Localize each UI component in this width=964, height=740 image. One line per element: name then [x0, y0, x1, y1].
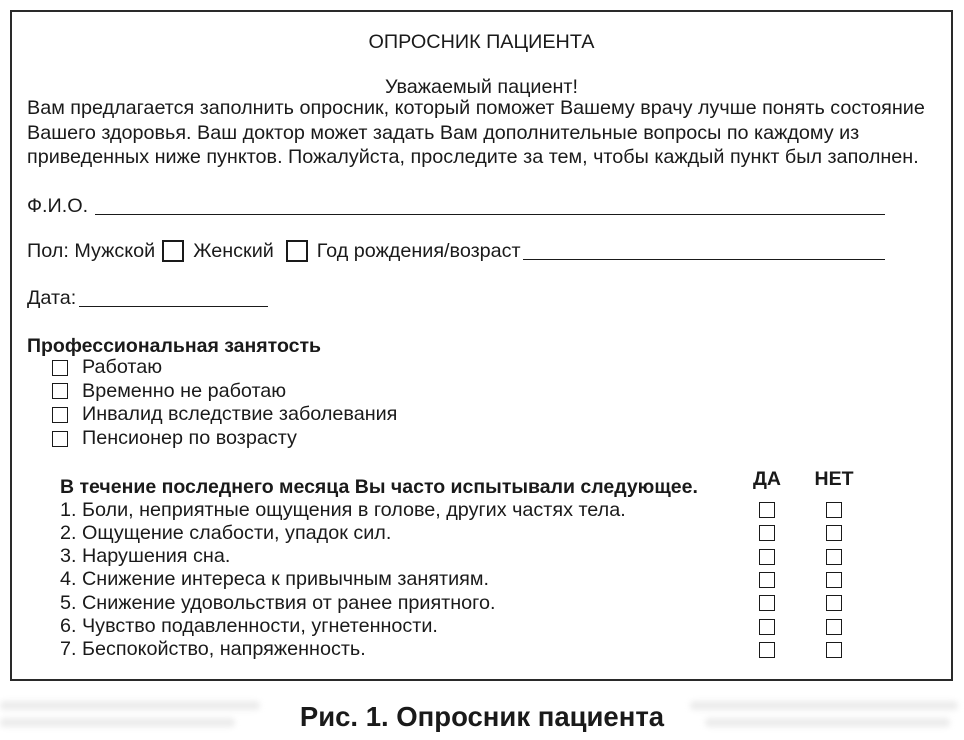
- occupation-heading: Профессиональная занятость: [27, 335, 322, 357]
- symptom-text: 3. Нарушения сна.: [60, 545, 231, 568]
- occupation-option: [52, 403, 397, 427]
- symptom-yes-checkbox[interactable]: [759, 549, 775, 565]
- occupation-option-label: Работаю: [82, 356, 163, 378]
- symptom-row: [60, 568, 842, 591]
- birth-year-age-input[interactable]: [523, 259, 885, 260]
- symptoms-list: [60, 499, 842, 662]
- yes-column-header: ДА: [753, 468, 781, 490]
- intro-line: Вашего здоровья. Ваш доктор может задать Вам дополнительные вопросы по каждому из: [27, 121, 860, 144]
- symptom-no-checkbox[interactable]: [826, 549, 842, 565]
- occupation-checkbox-working[interactable]: [52, 360, 68, 376]
- symptom-text: 6. Чувство подавленности, угнетенности.: [60, 614, 438, 637]
- symptom-no-checkbox[interactable]: [826, 525, 842, 541]
- symptom-text: 5. Снижение удовольствия от ранее приятного.: [60, 591, 496, 614]
- faded-bleed-right: [705, 718, 950, 727]
- sex-female-checkbox[interactable]: [286, 240, 308, 262]
- occupation-option-label: Инвалид вследствие заболевания: [82, 403, 398, 426]
- occupation-option-label: Пенсионер по возрасту: [82, 426, 297, 449]
- name-label: Ф.И.О.: [27, 195, 89, 217]
- date-field-row: [27, 286, 268, 311]
- occupation-checkbox-retired[interactable]: [52, 431, 68, 447]
- intro-paragraph: [27, 96, 925, 170]
- occupation-checkbox-disabled[interactable]: [52, 407, 68, 423]
- sex-male-checkbox[interactable]: [162, 240, 184, 262]
- symptom-yes-checkbox[interactable]: [759, 525, 775, 541]
- faded-bleed-left: [0, 701, 260, 710]
- symptom-no-checkbox[interactable]: [826, 502, 842, 518]
- name-input[interactable]: [95, 214, 885, 215]
- intro-line: Вам предлагается заполнить опросник, который поможет Вашему врачу лучше понять состояние: [27, 97, 925, 119]
- symptom-no-checkbox[interactable]: [826, 642, 842, 658]
- symptom-yes-checkbox[interactable]: [759, 642, 775, 658]
- symptom-text: 7. Беспокойство, напряженность.: [60, 638, 366, 661]
- sex-option-male-label: Мужской: [74, 240, 156, 262]
- occupation-checkbox-temporarily-unemployed[interactable]: [52, 383, 68, 399]
- symptom-row: [60, 545, 842, 568]
- no-column-header: НЕТ: [814, 468, 854, 490]
- symptom-yes-checkbox[interactable]: [759, 619, 775, 635]
- symptoms-heading: В течение последнего месяца Вы часто испытывали следующее.: [60, 476, 698, 498]
- symptom-row: [60, 522, 842, 545]
- occupation-option: [52, 380, 397, 404]
- symptom-yes-checkbox[interactable]: [759, 502, 775, 518]
- questionnaire-frame: [10, 10, 953, 681]
- symptom-row: [60, 499, 842, 522]
- intro-line: приведенных ниже пунктов. Пожалуйста, проследите за тем, чтобы каждый пункт был заполнен.: [27, 146, 919, 168]
- sex-field-row: [27, 239, 885, 264]
- sex-option-female-label: Женский: [193, 240, 274, 262]
- symptom-row: [60, 638, 842, 661]
- occupation-options: [52, 356, 397, 450]
- symptom-yes-checkbox[interactable]: [759, 595, 775, 611]
- symptom-row: [60, 592, 842, 615]
- name-field-row: [27, 194, 885, 219]
- symptom-no-checkbox[interactable]: [826, 619, 842, 635]
- symptom-yes-checkbox[interactable]: [759, 572, 775, 588]
- greeting: Уважаемый пациент!: [385, 76, 578, 98]
- occupation-option-label: Временно не работаю: [82, 379, 287, 402]
- faded-bleed-left: [0, 718, 235, 727]
- figure-caption: Рис. 1. Опросник пациента: [299, 701, 665, 732]
- date-input[interactable]: [79, 306, 268, 307]
- birth-label: Год рождения/возраст: [316, 240, 521, 262]
- symptom-no-checkbox[interactable]: [826, 595, 842, 611]
- form-title: ОПРОСНИК ПАЦИЕНТА: [368, 31, 595, 53]
- symptom-text: 1. Боли, неприятные ощущения в голове, других частях тела.: [60, 498, 626, 521]
- date-label: Дата:: [27, 287, 77, 309]
- symptom-row: [60, 615, 842, 638]
- sex-label: Пол:: [27, 240, 69, 262]
- symptom-text: 2. Ощущение слабости, упадок сил.: [60, 521, 392, 544]
- symptom-text: 4. Снижение интереса к привычным занятиям.: [60, 568, 489, 591]
- symptom-no-checkbox[interactable]: [826, 572, 842, 588]
- occupation-option: [52, 427, 397, 451]
- faded-bleed-right: [690, 701, 958, 710]
- occupation-option: [52, 356, 397, 380]
